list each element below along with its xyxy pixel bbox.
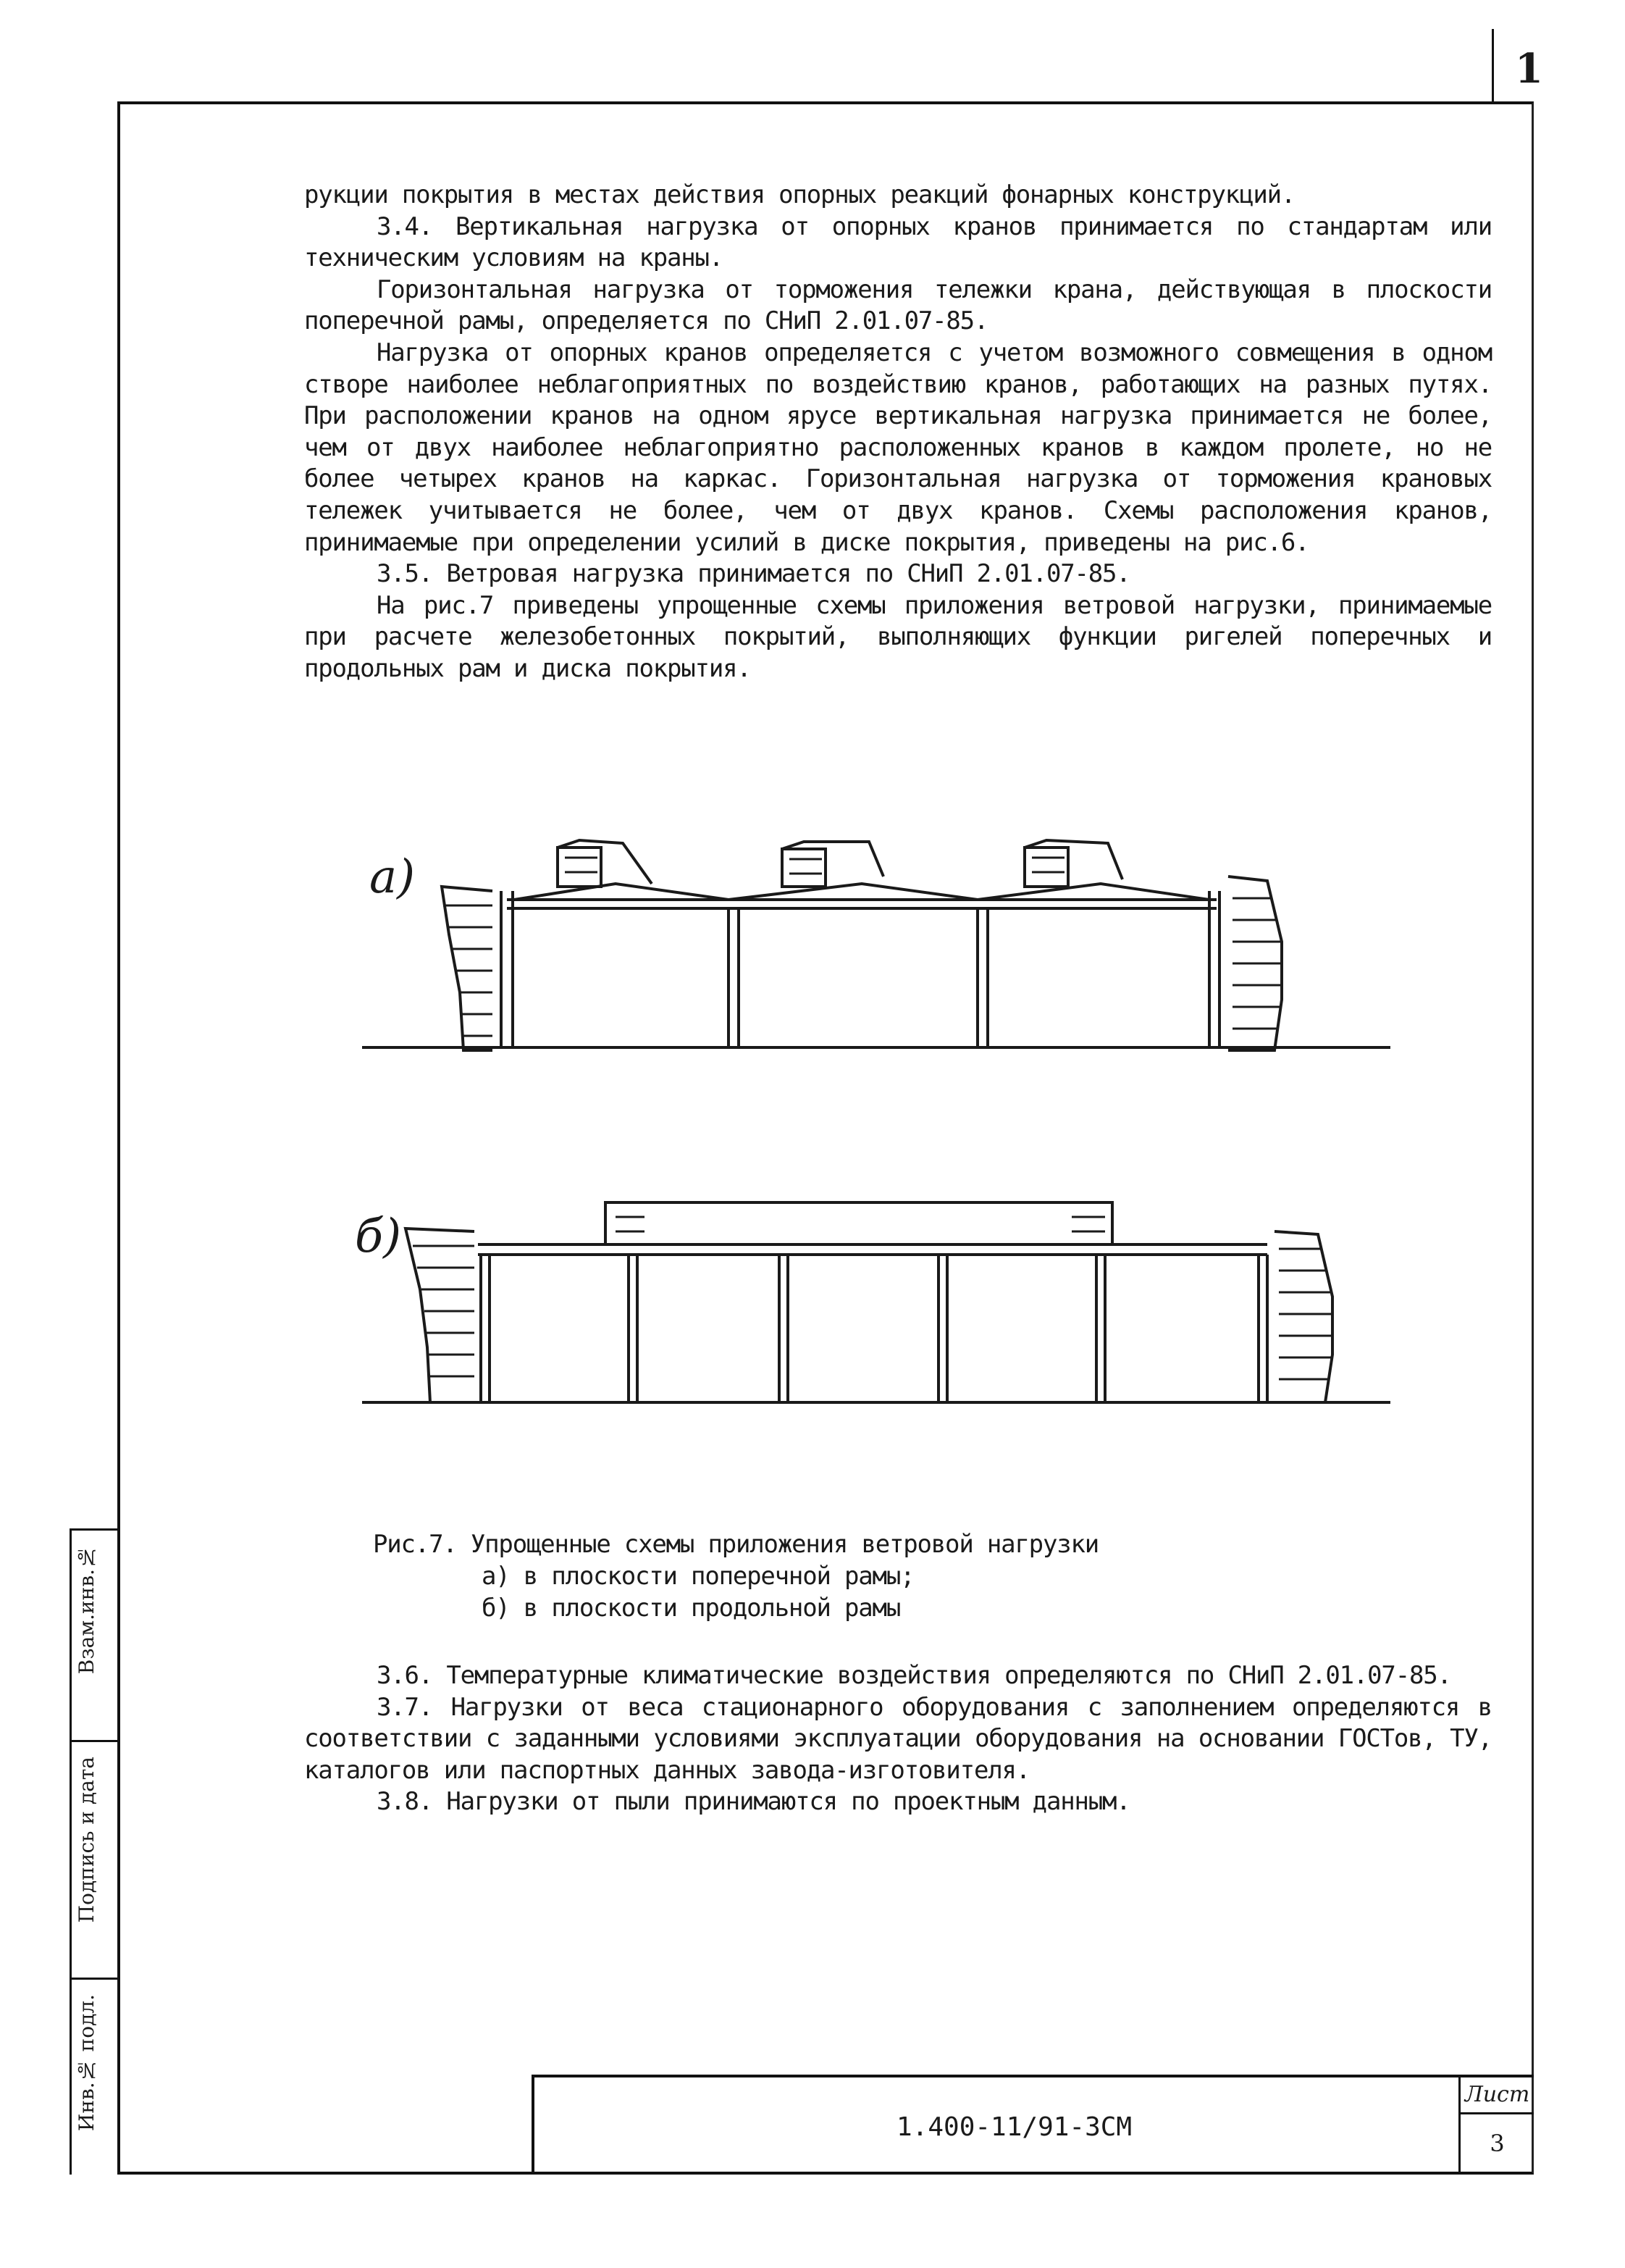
figure-b-diagram <box>340 1188 1412 1420</box>
corner-tick-line <box>1492 29 1494 101</box>
paragraph-fig7-ref: На рис.7 приведены упрощенные схемы приложения ветровой нагрузки, принимаемые при расчете железобетонных покрытий, выполняющих функции ригелей поперечных и продольных рам и диска покрытия. <box>304 590 1492 683</box>
figure-a-transverse <box>340 833 1412 1079</box>
side-cell-original-inv <box>72 1978 119 2175</box>
sheet-number-cell <box>1458 2077 1534 2175</box>
figure-caption <box>373 1528 1099 1624</box>
figure-b-label: б) <box>355 1210 402 1263</box>
paragraph-3-8: 3.8. Нагрузки от пыли принимаются по проектным данным. <box>377 1787 1130 1817</box>
corner-page-number: 1 <box>1515 45 1543 93</box>
figure-a-diagram <box>340 833 1412 1079</box>
side-cell-signature-date <box>72 1740 119 1978</box>
side-label-original-inv: Инв.№ подл. <box>75 1994 98 2132</box>
paragraph-crane-load: Нагрузка от опорных кранов определяется с учетом возможного совмещения в одном створе наиболее неблагоприятных по воздействию кранов, работающих на разных путях. При расположении кранов на одном ярусе вертикальная нагрузка принимается не более, чем от двух наиболее неблагоприятно расположенных кранов в каждом пролете, но не более четырех кранов на каркас. Горизонтальная нагрузка от торможения крановых тележек учитывается не более, чем от двух кранов. Схемы расположения кранов, принимаемые при определении усилий в диске покрытия, приведены на рис.6. <box>304 338 1492 557</box>
caption-item-a: а) в плоскости поперечной рамы; <box>482 1562 915 1591</box>
figure-a-label: а) <box>369 850 416 904</box>
side-cell-replace-inv <box>72 1528 119 1740</box>
paragraph-continuation: рукции покрытия в местах действия опорных реакций фонарных конструкций. <box>304 180 1296 209</box>
sheet-number: 3 <box>1490 2130 1505 2157</box>
paragraph-3-5: 3.5. Ветровая нагрузка принимается по СНиП 2.01.07-85. <box>377 559 1130 589</box>
paragraph-3-7: 3.7. Нагрузки от веса стационарного оборудования с заполнением определяются в соответствии с заданными условиями эксплуатации оборудования на основании ГОСТов, ТУ, каталогов или паспортных данных завода-изготовителя. <box>304 1692 1492 1785</box>
side-label-signature-date: Подпись и дата <box>75 1757 98 1923</box>
paragraph-3-4: 3.4. Вертикальная нагрузка от опорных кранов принимается по стандартам или техническим условиям на краны. <box>304 212 1492 273</box>
body-text-top <box>304 180 1492 685</box>
paragraph-3-6: 3.6. Температурные климатические воздействия определяются по СНиП 2.01.07-85. <box>377 1661 1451 1690</box>
caption-title: Рис.7. Упрощенные схемы приложения ветровой нагрузки <box>373 1530 1099 1559</box>
paragraph-horizontal-load: Горизонтальная нагрузка от торможения тележки крана, действующая в плоскости поперечной рамы, определяется по СНиП 2.01.07-85. <box>304 275 1492 336</box>
side-stamp-strip <box>70 1528 117 2175</box>
sheet-label: Лист <box>1461 2077 1534 2114</box>
figure-b-longitudinal <box>340 1188 1412 1420</box>
caption-item-b: б) в плоскости продольной рамы <box>482 1594 901 1623</box>
side-label-replace-inv: Взам.инв.№ <box>75 1545 98 1675</box>
title-block <box>532 2075 1534 2175</box>
document-code: 1.400-11/91-3СМ <box>897 2112 1133 2142</box>
body-text-bottom <box>304 1660 1492 1818</box>
